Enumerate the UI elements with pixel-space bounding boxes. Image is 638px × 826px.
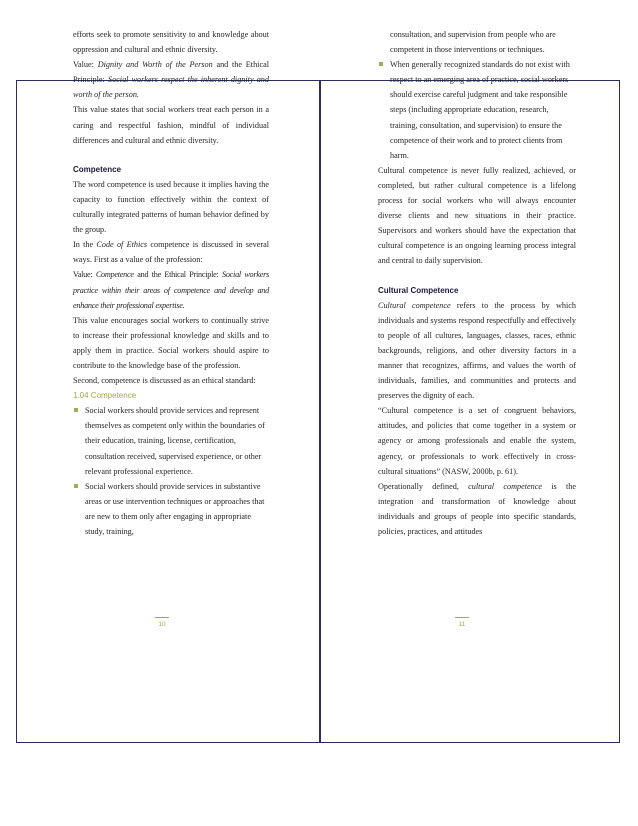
page-gutter-divider [319,81,321,742]
list-item [73,403,269,478]
cultural-competence-definition [378,298,576,404]
text-span: Value: [73,60,98,70]
bullet-list [73,403,269,539]
page-number-left [150,617,174,628]
section-heading-cultural-competence: Cultural Competence [378,285,459,295]
folio-rule [155,617,169,618]
value-name: Dignity and Worth of the Person [97,60,213,70]
defined-term: Cultural competence [378,300,451,310]
standard-heading: 1.04 Competence [73,391,137,401]
value-competence-paragraph [73,267,269,312]
text-span: Operationally defined, [378,481,469,491]
page-number-text: 11 [458,621,466,628]
list-item [73,479,269,539]
code-of-ethics-title: Code of Ethics [96,240,148,250]
paragraph: This value encourages social workers to continually strive to increase their professional knowledge and skills and to apply them in practice. Social workers should aspire to contribute to the knowledge base of the profession. [73,315,269,370]
text-span: In the [73,240,97,250]
section-heading-competence: Competence [73,164,122,174]
page-number-text: 10 [158,621,166,628]
folio-rule [455,617,469,618]
paragraph: Second, competence is discussed as an ethical standard: [73,376,256,386]
paragraph: This value states that social workers treat each person in a caring and respectful fashion, mindful of individual differences and cultural and ethnic diversity. [73,105,269,145]
defined-term: cultural competence [468,481,542,491]
text-span: competence is discussed in several ways. First as a value of the profession: [73,240,269,265]
list-item [378,57,576,163]
text-span: Value: [73,270,96,280]
left-page [73,27,269,539]
list-item-continued [378,27,576,57]
list-item-text: consultation, and supervision from people who are competent in those interventions or techniques. [390,30,556,55]
bullet-list [378,27,576,163]
operational-definition-paragraph [378,479,576,539]
text-span: and the Ethical Principle: [133,270,222,280]
paragraph: efforts seek to promote sensitivity to and knowledge about oppression and cultural and ethnic diversity. [73,30,269,55]
value-dignity-paragraph [73,57,269,102]
text-span: and the Ethical Principle: [73,60,269,85]
bullet-icon [74,484,78,488]
paragraph: Cultural competence is never fully realized, achieved, or completed, but rather cultural competence is a lifelong process for social workers who will always encounter diverse clients and new situations in their practice. Supervisors and workers should have the expectation that cultural competence is an ongoing learning process integral and central to daily supervision. [378,165,576,266]
paragraph: The word competence is used because it implies having the capacity to function effectively within the context of culturally integrated patterns of human behavior defined by the group. [73,179,269,235]
list-item-text: Social workers should provide services in substantive areas or use intervention techniques or approaches that are new to them only after engaging in appropriate study, training, [85,481,265,536]
text-span: is the integration and transformation of knowledge about individuals and groups of people into specific standards, policies, practices, and attitudes [378,481,576,536]
code-of-ethics-paragraph [73,237,269,267]
list-item-text: Social workers should provide services and represent themselves as competent only within the boundaries of their education, training, license, certification, consultation received, supervised experience, or other relevant professional experience. [85,406,265,476]
quotation-paragraph: “Cultural competence is a set of congruent behaviors, attitudes, and policies that come together in a system or agency or among professionals and enable the system, agency, or professionals to work effectively in cross-cultural situations” (NASW, 2000b, p. 61). [378,406,576,476]
bullet-icon [74,408,78,412]
ethical-principle: Social workers practice within their areas of competence and develop and enhance their professional expertise. [73,270,269,310]
text-span: refers to the process by which individuals and systems respond respectfully and effectively to people of all cultures, languages, classes, races, ethnic backgrounds, religions, and other diversity factors in a manner that recognizes, affirms, and values the worth of individuals, families, and communities and protects and preserves the dignity of each. [378,300,576,401]
list-item-text: When generally recognized standards do not exist with respect to an emerging area of practice, social workers should exercise careful judgment and take responsible steps (including appropriate education, research, training, consultation, and supervision) to ensure the competence of their work and to protect clients from harm. [390,60,570,160]
ethical-principle: Social workers respect the inherent dignity and worth of the person. [73,75,269,100]
bullet-icon [379,62,383,66]
value-name: Competence [95,270,134,280]
page-number-right [450,617,474,628]
right-page [378,27,576,539]
